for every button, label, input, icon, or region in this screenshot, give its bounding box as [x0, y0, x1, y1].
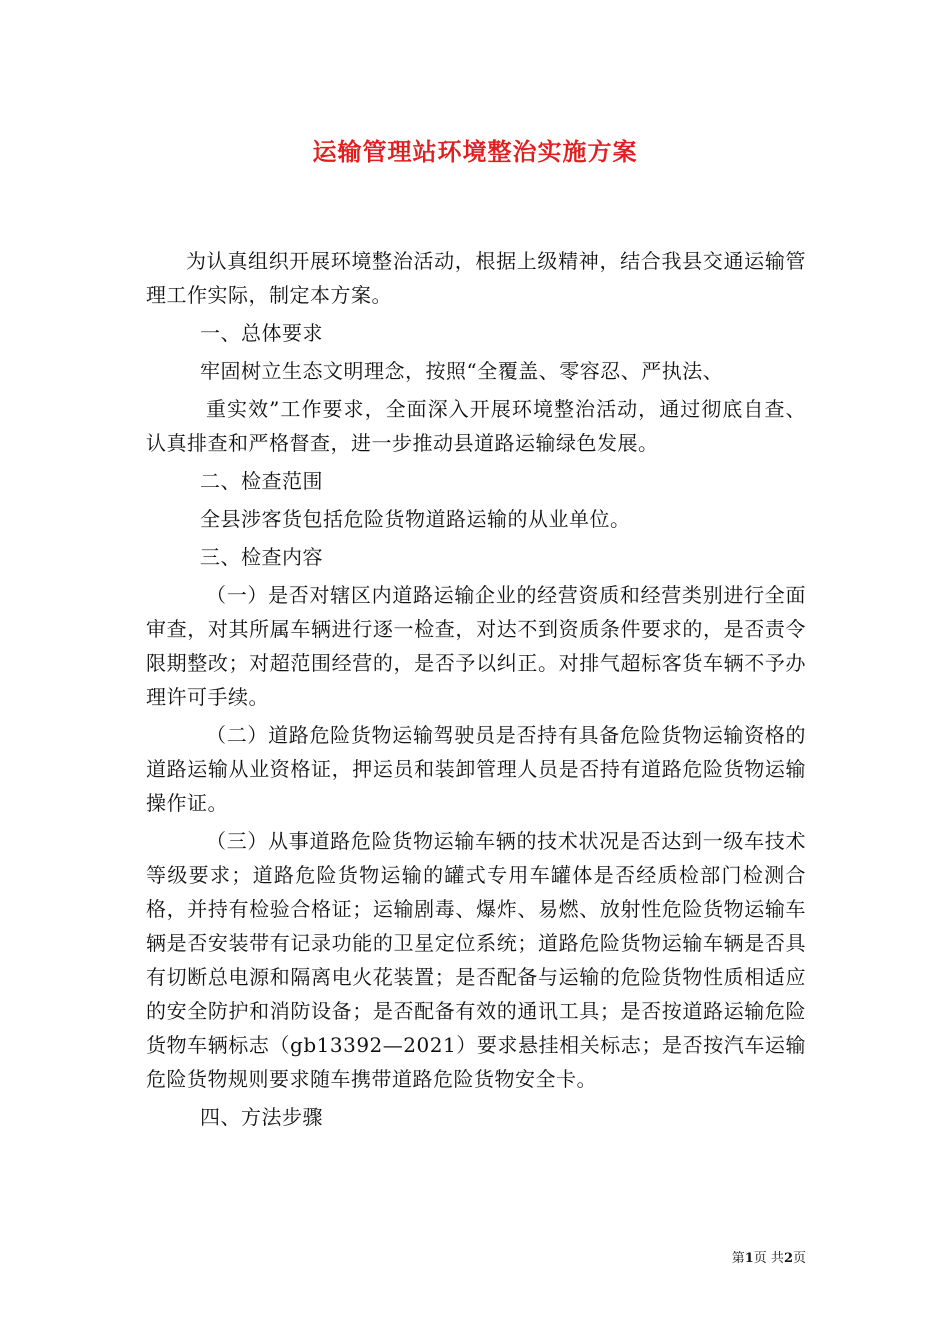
paragraph-1b: 重实效”工作要求，全面深入开展环境整治活动，通过彻底自查、认真排查和严格督查，进一步推动县道路运输绿色发展。	[146, 397, 806, 455]
section-heading-3: 三、检查内容	[200, 545, 323, 569]
footer-total-pages: 2	[783, 1251, 793, 1266]
paragraph-1a: 牢固树立生态文明理念，按照“全覆盖、零容忍、严执法、	[200, 359, 724, 383]
section-heading-2: 二、检查范围	[200, 469, 323, 493]
paragraph-2: 全县涉客货包括危险货物道路运输的从业单位。	[200, 507, 631, 531]
footer-suffix: 页	[792, 1251, 806, 1266]
paragraph-3-2: （二）道路危险货物运输驾驶员是否持有具备危险货物运输资格的道路运输从业资格证，押运员和装卸管理人员是否持有道路危险货物运输操作证。	[146, 723, 806, 815]
page-footer	[732, 1247, 806, 1266]
document-title: 运输管理站环境整治实施方案	[312, 137, 638, 166]
section-heading-1: 一、总体要求	[200, 321, 323, 345]
document-body	[146, 244, 806, 1134]
intro-paragraph: 为认真组织开展环境整治活动，根据上级精神，结合我县交通运输管理工作实际，制定本方案。	[146, 249, 806, 307]
footer-page-number: 1	[744, 1251, 754, 1266]
footer-prefix: 第	[731, 1251, 745, 1266]
footer-middle: 页 共	[753, 1251, 784, 1266]
paragraph-3-1: （一）是否对辖区内道路运输企业的经营资质和经营类别进行全面审查，对其所属车辆进行逐一检查，对达不到资质条件要求的，是否责令限期整改；对超范围经营的，是否予以纠正。对排气超标客货车辆不予办理许可手续。	[146, 583, 806, 709]
paragraph-3-3: （三）从事道路危险货物运输车辆的技术状况是否达到一级车技术等级要求；道路危险货物运输的罐式专用车罐体是否经质检部门检测合格，并持有检验合格证；运输剧毒、爆炸、易燃、放射性危险货物运输车辆是否安装带有记录功能的卫星定位系统；道路危险货物运输车辆是否具有切断总电源和隔离电火花装置；是否配备与运输的危险货物性质相适应的安全防护和消防设备；是否配备有效的通讯工具；是否按道路运输危险货物车辆标志（gb13392—2021）要求悬挂相关标志；是否按汽车运输危险货物规则要求随车携带道路危险货物安全卡。	[146, 829, 806, 1091]
section-heading-4: 四、方法步骤	[200, 1105, 323, 1129]
